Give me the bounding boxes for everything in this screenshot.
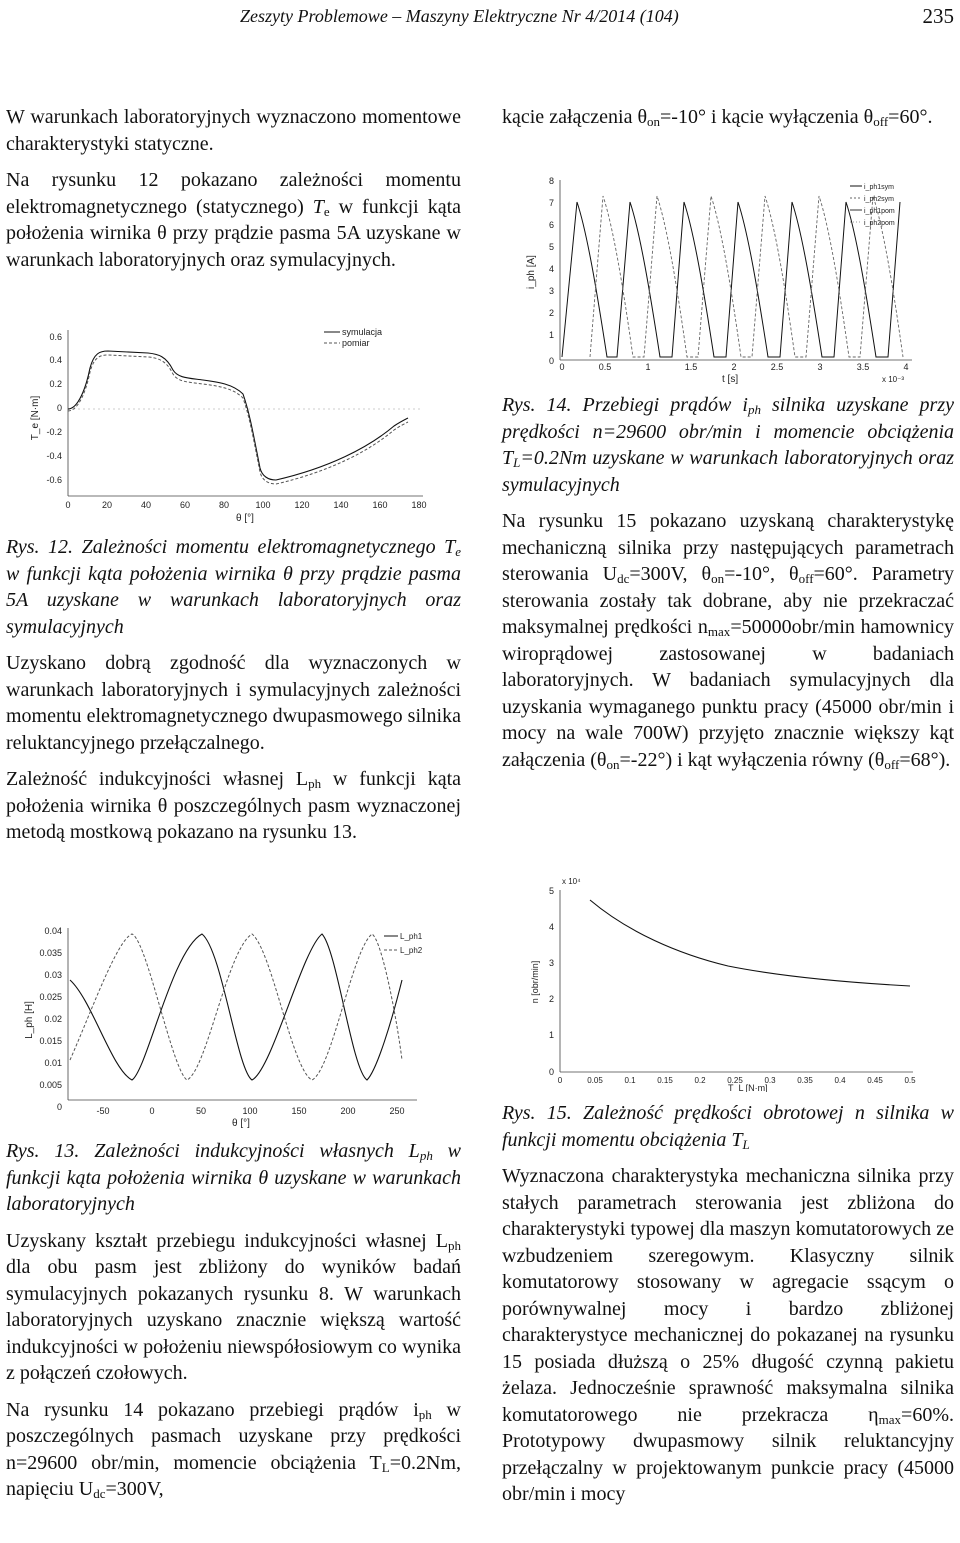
- svg-text:0.6: 0.6: [49, 332, 62, 342]
- svg-text:3: 3: [548, 286, 554, 296]
- series-lph2: [70, 934, 402, 1080]
- svg-text:i_ph1sym: i_ph1sym: [864, 184, 894, 191]
- svg-text:0: 0: [548, 1067, 554, 1077]
- svg-text:8: 8: [548, 176, 554, 186]
- svg-text:T_e [N·m]: T_e [N·m]: [30, 395, 41, 441]
- figure-15-caption: Rys. 15. Zależność prędkości obrotowej n silnika w funkcji momentu obciążenia $T_L$: [502, 1102, 954, 1152]
- paragraph: Uzyskano dobrą zgodność dla wyznaczonych w warunkach laboratoryjnych i symulacyjnych zależności momentu elektromagnetycznego dwupasmowego silnika reluktancyjnego przełączalnego.: [6, 652, 461, 754]
- svg-text:0.45: 0.45: [867, 1076, 883, 1085]
- svg-text:0.035: 0.035: [39, 948, 62, 958]
- svg-text:3: 3: [817, 362, 823, 372]
- series-iph2: [590, 196, 903, 357]
- svg-text:T_L [N·m]: T_L [N·m]: [728, 1083, 768, 1092]
- svg-text:120: 120: [294, 500, 310, 510]
- figure-12-torque-chart: [28, 318, 458, 528]
- svg-text:-50: -50: [96, 1106, 110, 1116]
- series-iph1: [562, 202, 900, 357]
- journal-title: Zeszyty Problemowe – Maszyny Elektryczne Nr 4/2014 (104): [240, 6, 679, 26]
- svg-text:2: 2: [731, 362, 737, 372]
- series-lph1: [70, 934, 402, 1080]
- paragraph: Uzyskany kształt przebiegu indukcyjności własnej $L_{ph}$ dla obu pasm jest zbliżony do wyników badań symulacyjnych pokazanych rysunku 8. W warunkach laboratoryjnych uzyskano znacznie większą wartość indukcyjności w położeniu niewspółosiowym co wynika z połączeń czołowych.: [6, 1229, 461, 1384]
- figure-14-caption: Rys. 14. Przebiegi prądów $i_{ph}$ silnika uzyskane przy prędkości n=29600 obr/min i momencie obciążenia $T_L=0.2Nm$ uzyskane w warunkach laboratoryjnych oraz symulacyjnych: [502, 394, 954, 496]
- page-header: [0, 0, 960, 40]
- left-column-mid: [6, 534, 461, 856]
- page-number: 235: [922, 4, 954, 28]
- svg-text:i_ph2pom: i_ph2pom: [864, 220, 895, 227]
- svg-text:0.05: 0.05: [587, 1076, 603, 1085]
- figure-15-speed-chart: [528, 872, 948, 1092]
- svg-text:0: 0: [557, 1076, 563, 1085]
- right-column-top: [502, 104, 954, 141]
- paragraph: Na rysunku 12 pokazano zależności momentu elektromagnetycznego (statycznego) $T_e$ w funkcji kąta położenia wirnika θ przy prądzie pasma 5A uzyskane w warunkach laboratoryjnych oraz symulacyjnych.: [6, 169, 462, 271]
- paragraph: Zależność indukcyjności własnej $L_{ph}$ w funkcji kąta położenia wirnika θ poszczególnych pasm wyznaczonej metodą mostkową pokazano na rysunku 13.: [6, 768, 461, 843]
- left-column-bottom: [6, 1138, 461, 1513]
- svg-text:x 10⁻³: x 10⁻³: [882, 375, 905, 384]
- svg-text:0: 0: [65, 500, 71, 510]
- svg-text:180: 180: [411, 500, 427, 510]
- svg-text:t [s]: t [s]: [722, 374, 739, 385]
- svg-text:1: 1: [548, 330, 554, 340]
- svg-text:0.04: 0.04: [44, 926, 62, 936]
- svg-text:40: 40: [140, 500, 152, 510]
- svg-text:2.5: 2.5: [770, 362, 784, 372]
- paragraph: W warunkach laboratoryjnych wyznaczono momentowe charakterystyki statyczne.: [6, 106, 461, 155]
- series-symulacja: [68, 351, 408, 480]
- svg-text:L_ph2: L_ph2: [400, 946, 423, 955]
- svg-text:5: 5: [548, 886, 554, 896]
- paragraph: Na rysunku 14 pokazano przebiegi prądów $i_{ph}$ w poszczególnych pasmach uzyskane przy prędkości n=29600 obr/min, momencie obciążenia $T_L=0.2Nm$, napięciu $U_{dc}=300V$,: [6, 1398, 461, 1501]
- svg-text:0.4: 0.4: [834, 1076, 846, 1085]
- svg-text:3.5: 3.5: [856, 362, 870, 372]
- right-column-mid: [502, 392, 954, 783]
- svg-text:1: 1: [548, 1030, 554, 1040]
- series-speed: [590, 900, 910, 986]
- svg-text:4: 4: [548, 922, 554, 932]
- svg-text:0.005: 0.005: [39, 1080, 62, 1090]
- svg-text:5: 5: [548, 242, 554, 252]
- svg-text:0.01: 0.01: [44, 1058, 62, 1068]
- svg-text:200: 200: [340, 1106, 356, 1116]
- svg-text:250: 250: [389, 1106, 405, 1116]
- svg-text:0.5: 0.5: [598, 362, 612, 372]
- paragraph: Wyznaczona charakterystyka mechaniczna silnika przy stałych parametrach sterowania jest zbliżona do charakterystyki typowej dla maszyn komutatorowych ze wzbudzeniem szeregowym. Klasyczny silnik komutatorowy stosowany w agregacie ssącym o porównywalnej mocy i bardzo zbliżonej charakterystyce mechanicznej do pokazanej na rysunku 15 posiada dłuższą o 25% długość czynną pakietu żelaza. Jednocześnie sprawność maksymalna silnika komutatorowego nie przekracza $\eta_{max}=60\%$. Prototypowy dwupasmowy silnik reluktancyjny przełączalny w projektowanym punkcie pracy (45000 obr/min i mocy: [502, 1165, 954, 1505]
- paragraph: Na rysunku 15 pokazano uzyskaną charakterystykę mechaniczną silnika przy następujących parametrach sterowania $U_{dc}=300V$, $\theta_{on}=-10^\circ$, $\theta_{off}=60^\circ$. Parametry sterowania zostały tak dobrane, aby nie przekraczać maksymalnej prędkości $n_{max}=50000obr/\min$ hamownicy wiroprądowej zastosowanej w badaniach laboratoryjnych. W badaniach symulacyjnych dla uzyskania wymaganego punktu pracy (45000 obr/min i mocy na wale 700W) przyjęto znacznie większy kąt załączenia $(\theta_{on}=-22^\circ)$ i kąt wyłączenia równy $(\theta_{off}=68^\circ)$.: [502, 510, 954, 772]
- figure-13-inductance-chart: [22, 920, 442, 1130]
- svg-text:160: 160: [372, 500, 388, 510]
- svg-text:2: 2: [548, 994, 554, 1004]
- svg-text:x 10⁴: x 10⁴: [562, 877, 581, 886]
- svg-text:4: 4: [548, 264, 554, 274]
- series-pomiar: [68, 355, 408, 484]
- svg-text:20: 20: [101, 500, 113, 510]
- svg-text:θ [°]: θ [°]: [236, 513, 254, 524]
- svg-text:0: 0: [149, 1106, 155, 1116]
- svg-text:0.5: 0.5: [904, 1076, 916, 1085]
- svg-text:0.015: 0.015: [39, 1036, 62, 1046]
- svg-text:0.02: 0.02: [44, 1014, 62, 1024]
- svg-text:i_ph1pom: i_ph1pom: [864, 208, 895, 215]
- paragraph: kącie załączenia $\theta_{on}=-10^\circ$ i kącie wyłączenia $\theta_{off}=60^\circ$.: [502, 106, 933, 129]
- svg-text:4: 4: [903, 362, 909, 372]
- svg-text:0: 0: [548, 356, 554, 366]
- svg-text:100: 100: [242, 1106, 258, 1116]
- svg-text:θ [°]: θ [°]: [232, 1118, 250, 1129]
- svg-text:0: 0: [56, 1102, 62, 1112]
- svg-text:60: 60: [179, 500, 191, 510]
- svg-text:0.15: 0.15: [657, 1076, 673, 1085]
- svg-text:0.2: 0.2: [694, 1076, 706, 1085]
- svg-text:0.025: 0.025: [39, 992, 62, 1002]
- svg-text:3: 3: [548, 958, 554, 968]
- svg-text:1.5: 1.5: [684, 362, 698, 372]
- svg-text:0.1: 0.1: [624, 1076, 636, 1085]
- figure-14-current-chart: [522, 172, 942, 387]
- svg-text:-0.6: -0.6: [46, 475, 62, 485]
- left-column-top: [6, 104, 461, 283]
- svg-text:50: 50: [195, 1106, 207, 1116]
- svg-text:0.03: 0.03: [44, 970, 62, 980]
- svg-text:pomiar: pomiar: [342, 338, 370, 348]
- svg-text:i_ph [A]: i_ph [A]: [526, 255, 537, 289]
- svg-text:0.4: 0.4: [49, 355, 62, 365]
- right-column-bottom: [502, 1100, 954, 1518]
- svg-text:0.35: 0.35: [797, 1076, 813, 1085]
- svg-text:n [obr/min]: n [obr/min]: [530, 960, 540, 1004]
- svg-text:1: 1: [645, 362, 651, 372]
- svg-text:-0.4: -0.4: [46, 451, 62, 461]
- svg-text:-0.2: -0.2: [46, 427, 62, 437]
- svg-text:L_ph [H]: L_ph [H]: [24, 1001, 35, 1039]
- figure-12-caption: Rys. 12. Zależności momentu elektromagnetycznego $T_e$ w funkcji kąta położenia wirnika θ przy prądzie pasma 5A uzyskane w warunkach laboratoryjnych oraz symulacyjnych: [6, 536, 461, 638]
- figure-13-caption: Rys. 13. Zależności indukcyjności własnych $L_{ph}$ w funkcji kąta położenia wirnika θ uzyskane w warunkach laboratoryjnych: [6, 1140, 461, 1215]
- svg-text:0: 0: [559, 362, 565, 372]
- svg-text:0.25: 0.25: [727, 1076, 743, 1085]
- svg-text:2: 2: [548, 308, 554, 318]
- svg-text:6: 6: [548, 220, 554, 230]
- svg-text:0.2: 0.2: [49, 379, 62, 389]
- svg-text:140: 140: [333, 500, 349, 510]
- svg-text:i_ph2sym: i_ph2sym: [864, 196, 894, 203]
- svg-text:0.3: 0.3: [764, 1076, 776, 1085]
- svg-text:80: 80: [218, 500, 230, 510]
- svg-text:L_ph1: L_ph1: [400, 932, 423, 941]
- svg-text:7: 7: [548, 198, 554, 208]
- svg-text:100: 100: [255, 500, 271, 510]
- svg-text:symulacja: symulacja: [342, 327, 383, 337]
- svg-text:0: 0: [56, 403, 62, 413]
- svg-text:150: 150: [291, 1106, 307, 1116]
